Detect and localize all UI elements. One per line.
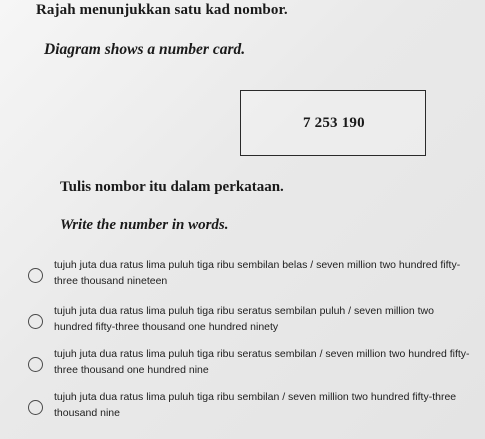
answer-option-text: tujuh juta dua ratus lima puluh tiga ribu seratus sembilan / seven million two hundred fifty-three thousand one hundred nine	[54, 348, 470, 376]
instruction-english: Write the number in words.	[60, 217, 229, 233]
card-number: 7 253 190	[303, 115, 365, 131]
radio-button[interactable]	[28, 357, 43, 372]
question-title: Rajah menunjukkan satu kad nombor.	[36, 2, 288, 18]
answer-option-text: tujuh juta dua ratus lima puluh tiga ribu sembilan / seven million two hundred fifty-three thousand nine	[54, 391, 457, 419]
radio-button[interactable]	[28, 314, 43, 329]
number-card	[240, 90, 426, 156]
instruction-malay: Tulis nombor itu dalam perkataan.	[60, 179, 284, 195]
radio-button[interactable]	[28, 400, 43, 415]
radio-button[interactable]	[28, 268, 43, 283]
question-subtitle: Diagram shows a number card.	[44, 41, 246, 58]
answer-option-text: tujuh juta dua ratus lima puluh tiga ribu sembilan belas / seven million two hundred fifty-three thousand nineteen	[54, 259, 461, 287]
answer-option-text: tujuh juta dua ratus lima puluh tiga ribu seratus sembilan puluh / seven million two hundred fifty-three thousand one hundred ninety	[54, 305, 434, 333]
